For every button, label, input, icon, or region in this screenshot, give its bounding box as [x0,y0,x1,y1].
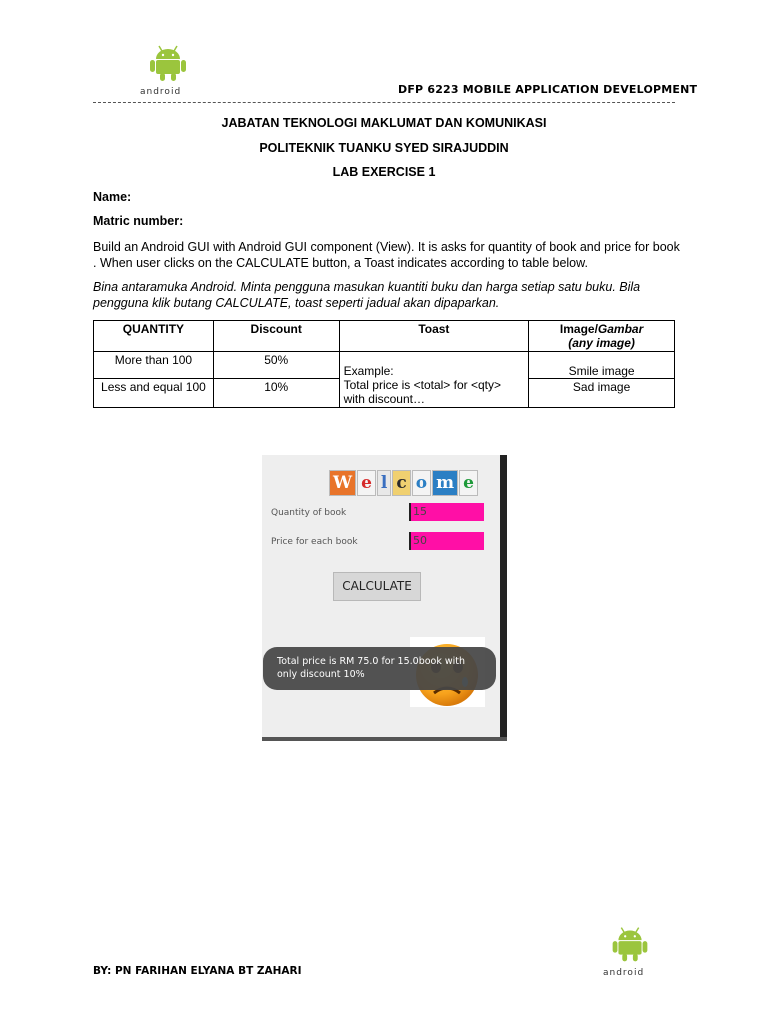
android-logo-bottom [603,925,657,978]
matric-label: Matric number: [93,214,184,228]
welcome-letter: e [459,470,478,496]
cell-image: Smile image [529,352,675,379]
calculate-button[interactable]: CALCULATE [333,572,421,601]
cell-toast-example [339,352,529,408]
toast-example-text: Total price is <total> for <qty> with discount… [343,378,502,406]
android-robot-icon [140,44,196,82]
cell-quantity: More than 100 [94,352,214,379]
welcome-letter: o [412,470,431,496]
android-wordmark: android [140,87,182,97]
author-footer: BY: PN FARIHAN ELYANA BT ZAHARI [93,965,302,977]
requirements-table [93,320,675,408]
instructions-english: Build an Android GUI with Android GUI component (View). It is asks for quantity of book and price for book . When user clicks on the CALCULATE button, a Toast indicates according to table below. [93,240,680,270]
instructions-malay: Bina antaramuka Android. Minta pengguna masukan kuantiti buku dan harga setiap satu buku. Bila pengguna klik butang CALCULATE, toast seperti jadual akan dipaparkan. [93,280,641,310]
welcome-letter: m [432,470,458,496]
android-robot-icon [603,925,657,963]
header-discount: Discount [213,321,339,352]
header-image [529,321,675,352]
android-wordmark: android [603,968,645,978]
android-logo-top [140,44,196,97]
cell-quantity: Less and equal 100 [94,379,214,408]
price-input[interactable]: 50 [409,532,484,550]
polytechnic-title: POLITEKNIK TUANKU SYED SIRAJUDDIN [259,141,509,155]
price-label: Price for each book [271,537,358,547]
welcome-letter: l [377,470,391,496]
cell-image: Sad image [529,379,675,408]
toast-message: Total price is RM 75.0 for 15.0book with only discount 10% [263,647,496,690]
phone-bottom-edge [262,737,507,741]
header-divider [93,102,675,103]
welcome-banner [329,470,478,496]
header-image-prefix: Image/ [559,322,598,336]
welcome-letter: W [329,470,356,496]
toast-example-label: Example: [343,364,394,378]
welcome-letter: c [392,470,410,496]
name-label: Name: [93,190,132,204]
header-quantity: QUANTITY [94,321,214,352]
welcome-letter: e [357,470,376,496]
table-row [94,352,675,379]
header-image-italic: Gambar [597,322,644,336]
course-title: DFP 6223 MOBILE APPLICATION DEVELOPMENT [398,83,698,96]
cell-discount: 50% [213,352,339,379]
phone-edge [500,455,507,741]
quantity-input[interactable]: 15 [409,503,484,521]
header-toast: Toast [339,321,529,352]
lab-title: LAB EXERCISE 1 [332,165,436,179]
department-title: JABATAN TEKNOLOGI MAKLUMAT DAN KOMUNIKASI [221,116,547,130]
cell-discount: 10% [213,379,339,408]
quantity-label: Quantity of book [271,508,347,518]
header-image-sub: (any image) [568,336,635,350]
